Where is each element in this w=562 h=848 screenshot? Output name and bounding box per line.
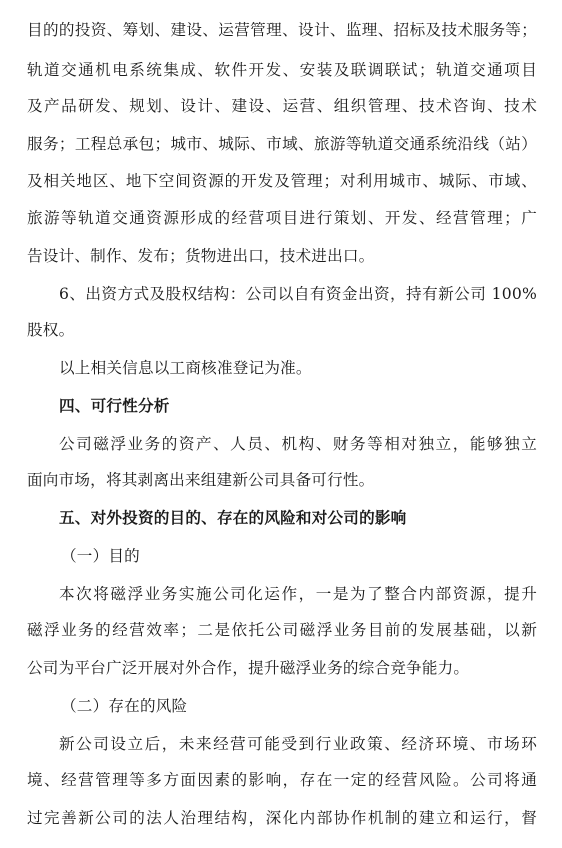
body-text-line: 及相关地区、地下空间资源的开发及管理；对利用城市、城际、市域、	[27, 172, 537, 190]
subsection-heading: （二）存在的风险	[61, 697, 188, 715]
section-heading: 四、可行性分析	[59, 396, 170, 415]
body-text-line: 境、经营管理等多方面因素的影响，存在一定的经营风险。公司将通	[27, 771, 537, 789]
body-text-line: 公司为平台广泛开展对外合作，提升磁浮业务的综合竞争能力。	[27, 659, 470, 677]
body-text-line: 磁浮业务的经营效率；二是依托公司磁浮业务目前的发展基础，以新	[27, 621, 537, 639]
body-text-line: 轨道交通机电系统集成、软件开发、安装及联调联试；轨道交通项目	[27, 61, 537, 79]
body-text-line: 本次将磁浮业务实施公司化运作，一是为了整合内部资源，提升	[59, 585, 537, 603]
subsection-heading: （一）目的	[61, 547, 140, 565]
section-heading: 五、对外投资的目的、存在的风险和对公司的影响	[59, 508, 407, 527]
body-text-line: 旅游等轨道交通资源形成的经营项目进行策划、开发、经营管理；广	[27, 209, 537, 227]
body-text-line: 6、出资方式及股权结构：公司以自有资金出资，持有新公司 100%	[59, 285, 537, 303]
body-text-line: 及产品研发、规划、设计、建设、运营、组织管理、技术咨询、技术	[27, 97, 537, 115]
body-text-line: 告设计、制作、发布；货物进出口，技术进出口。	[27, 247, 375, 265]
body-text-line: 面向市场，将其剥离出来组建新公司具备可行性。	[27, 471, 375, 489]
body-text-line: 新公司设立后，未来经营可能受到行业政策、经济环境、市场环	[59, 735, 537, 753]
body-text-line: 股权。	[27, 321, 75, 339]
body-text-line: 公司磁浮业务的资产、人员、机构、财务等相对独立，能够独立	[59, 435, 537, 453]
body-text-line: 服务；工程总承包；城市、城际、市域、旅游等轨道交通系统沿线（站）	[27, 135, 537, 153]
body-text-line: 目的的投资、筹划、建设、运营管理、设计、监理、招标及技术服务等；	[27, 21, 537, 39]
body-text-line: 过完善新公司的法人治理结构，深化内部协作机制的建立和运行，督	[27, 809, 537, 827]
body-text-line: 以上相关信息以工商核准登记为准。	[59, 359, 312, 377]
